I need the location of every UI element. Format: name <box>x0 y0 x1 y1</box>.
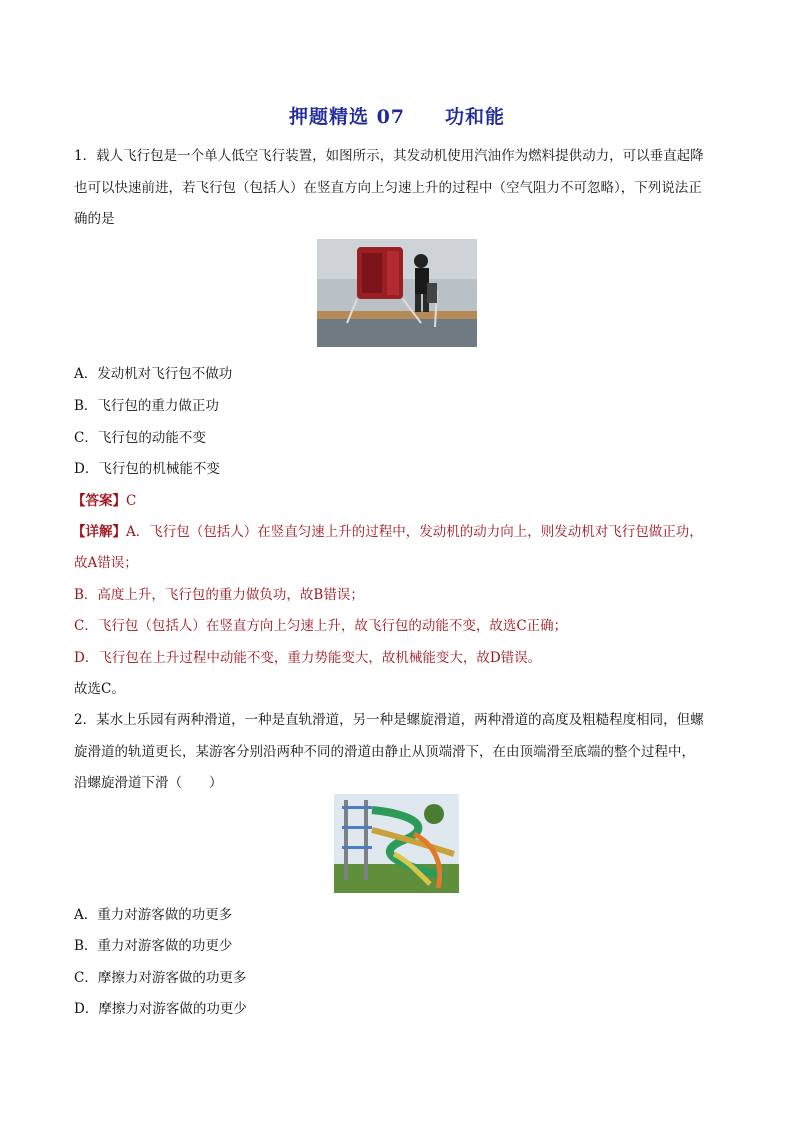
q1-stem-line-1: 1．载人飞行包是一个单人低空飞行装置，如图所示，其发动机使用汽油作为燃料提供动力，可以垂直起降 <box>74 148 704 164</box>
q1-detail-line-4: C．飞行包（包括人）在竖直方向上匀速上升，故飞行包的动能不变，故选C正确； <box>74 618 568 634</box>
q1-option-d: D．飞行包的机械能不变 <box>74 461 220 477</box>
q1-stem-line-3: 确的是 <box>74 211 115 227</box>
jetpack-photo <box>317 239 477 347</box>
q1-detail-line-3: B．高度上升，飞行包的重力做负功，故B错误； <box>74 587 364 603</box>
q2-option-c: C．摩擦力对游客做的功更多 <box>74 970 247 986</box>
q1-detail-line-1: 【详解】A．飞行包（包括人）在竖直匀速上升的过程中，发动机的动力向上，则发动机对飞行包做正功， <box>72 524 703 540</box>
q1-detail-line-5: D．飞行包在上升过程中动能不变，重力势能变大，故机械能变大，故D错误。 <box>74 650 542 666</box>
q2-option-a: A．重力对游客做的功更多 <box>74 907 233 923</box>
q1-option-c: C．飞行包的动能不变 <box>74 430 206 446</box>
q1-option-a: A．发动机对飞行包不做功 <box>74 366 233 382</box>
answer-tag: 【答案】 <box>72 493 126 509</box>
page-title: 押题精选 07 功和能 <box>288 106 506 128</box>
q1-stem-line-2: 也可以快速前进，若飞行包（包括人）在竖直方向上匀速上升的过程中（空气阻力不可忽略），下列说法正 <box>74 180 702 196</box>
q1-option-b: B．飞行包的重力做正功 <box>74 398 219 414</box>
q2-option-b: B．重力对游客做的功更少 <box>74 938 233 954</box>
q2-stem-line-3: 沿螺旋滑道下滑（ ） <box>74 775 223 791</box>
q1-conclusion: 故选C。 <box>74 681 125 697</box>
detail-tag: 【详解】 <box>72 524 126 540</box>
answer-value: C <box>126 493 137 509</box>
water-slide-photo <box>334 794 459 893</box>
q2-stem-line-1: 2．某水上乐园有两种滑道，一种是直轨滑道，另一种是螺旋滑道，两种滑道的高度及粗糙程度相同，但螺 <box>74 712 704 728</box>
q2-option-d: D．摩擦力对游客做的功更少 <box>74 1001 247 1017</box>
q1-detail-line-2: 故A错误； <box>74 555 138 571</box>
q2-stem-line-2: 旋滑道的轨道更长，某游客分别沿两种不同的滑道由静止从顶端滑下，在由顶端滑至底端的整个过程中， <box>74 744 695 760</box>
q1-answer <box>72 489 136 509</box>
